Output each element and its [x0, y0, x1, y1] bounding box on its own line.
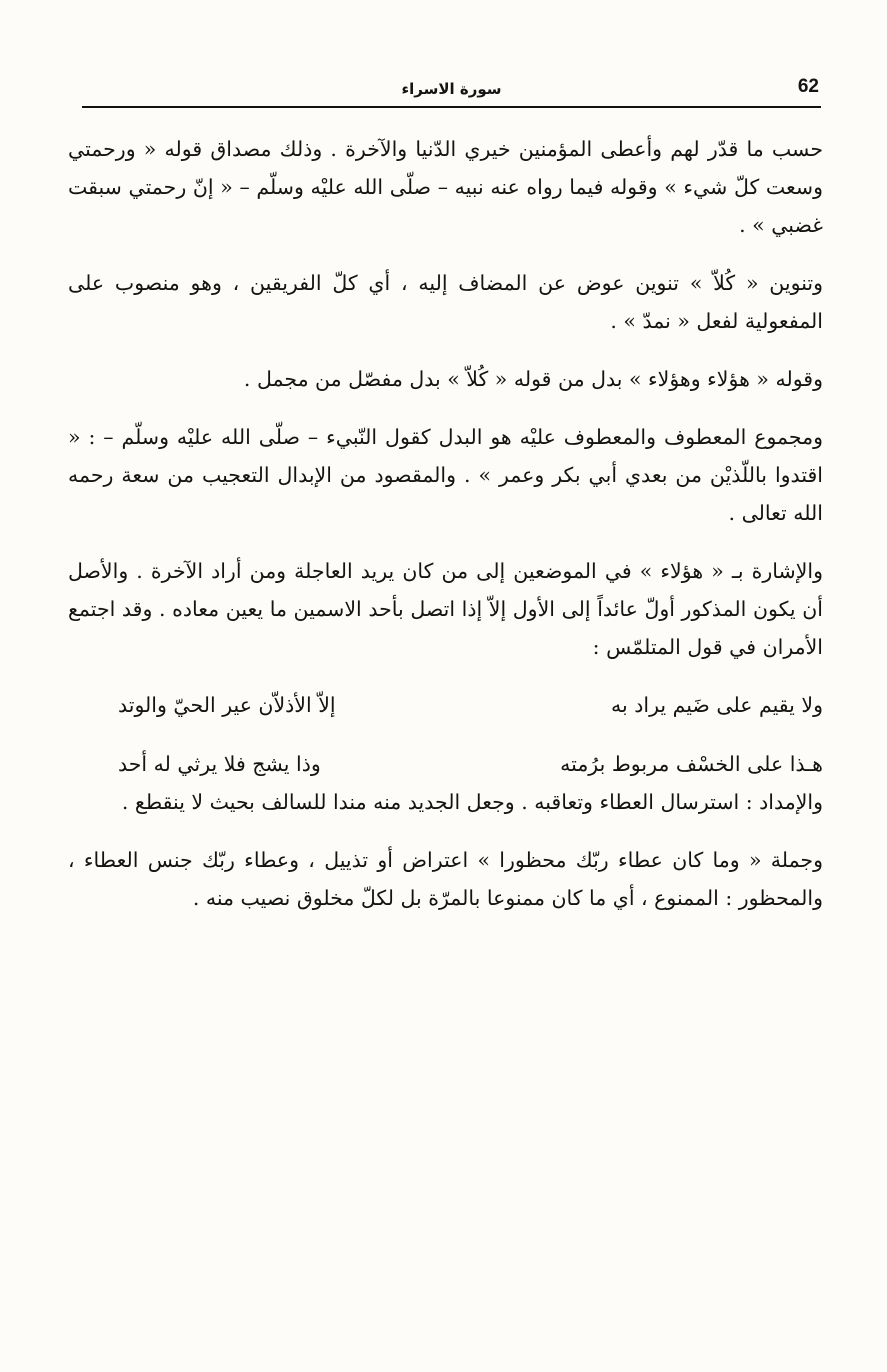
running-title: سورة الاسراء: [401, 80, 502, 98]
paragraph: وتنوين « كُلاّ » تنوين عوض عن المضاف إليه ، أي كلّ الفريقين ، وهو منصوب على المفعولية لفعل « نمدّ » .: [68, 271, 823, 333]
paragraph: ومجموع المعطوف والمعطوف عليْه هو البدل كقول النّبيء – صلّى الله عليْه وسلّم – : « اقتدوا باللّذيْن من بعدي أبي بكر وعمر » . والمقصود من الإبدال التعجيب من سعة رحمه الله تعالى .: [68, 425, 823, 525]
paragraph: وقوله « هؤلاء وهؤلاء » بدل من قوله « كُلاّ » بدل مفصّل من مجمل .: [243, 367, 823, 391]
paragraph: والإمداد : استرسال العطاء وتعاقبه . وجعل الجديد منه مندا للسالف بحيث لا ينقطع .: [121, 790, 823, 814]
verse-second-hemistich: إلاّ الأذلاّن عير الحيّ والوتد: [118, 693, 336, 717]
page-body: [68, 130, 823, 917]
paragraph: وجملة « وما كان عطاء ربّك محظورا » اعتراض أو تذييل ، وعطاء ربّك جنس العطاء ، والمحظور : الممنوع ، أي ما كان ممنوعا بالمرّة بل لكلّ مخلوق نصيب منه .: [68, 848, 823, 910]
paragraph: حسب ما قدّر لهم وأعطى المؤمنين خيري الدّنيا والآخرة . وذلك مصداق قوله « ورحمتي وسعت كلّ شيء » وقوله فيما رواه عنه نبيه – صلّى الله عليْه وسلّم – « إنّ رحمتي سبقت غضبي » .: [68, 137, 823, 237]
poem-verse: [68, 745, 823, 783]
page-header: [82, 72, 821, 108]
paragraph: والإشارة بـ « هؤلاء » في الموضعين إلى من كان يريد العاجلة ومن أراد الآخرة . والأصل أن يكون المذكور أولّ عائداً إلى الأول إلاّ إذا اتصل بأحد الاسمين ما يعين معاده . وقد اجتمع الأمران في قول المتلمّس :: [68, 559, 823, 659]
verse-second-hemistich: وذا يشج فلا يرثي له أحد: [118, 752, 321, 776]
poem-verse: [68, 686, 823, 724]
verse-first-hemistich: ولا يقيم على ضَيم يراد به: [611, 693, 823, 717]
verse-first-hemistich: هـذا على الخسْف مربوط برُمته: [560, 752, 823, 776]
page-number: 62: [797, 76, 819, 97]
